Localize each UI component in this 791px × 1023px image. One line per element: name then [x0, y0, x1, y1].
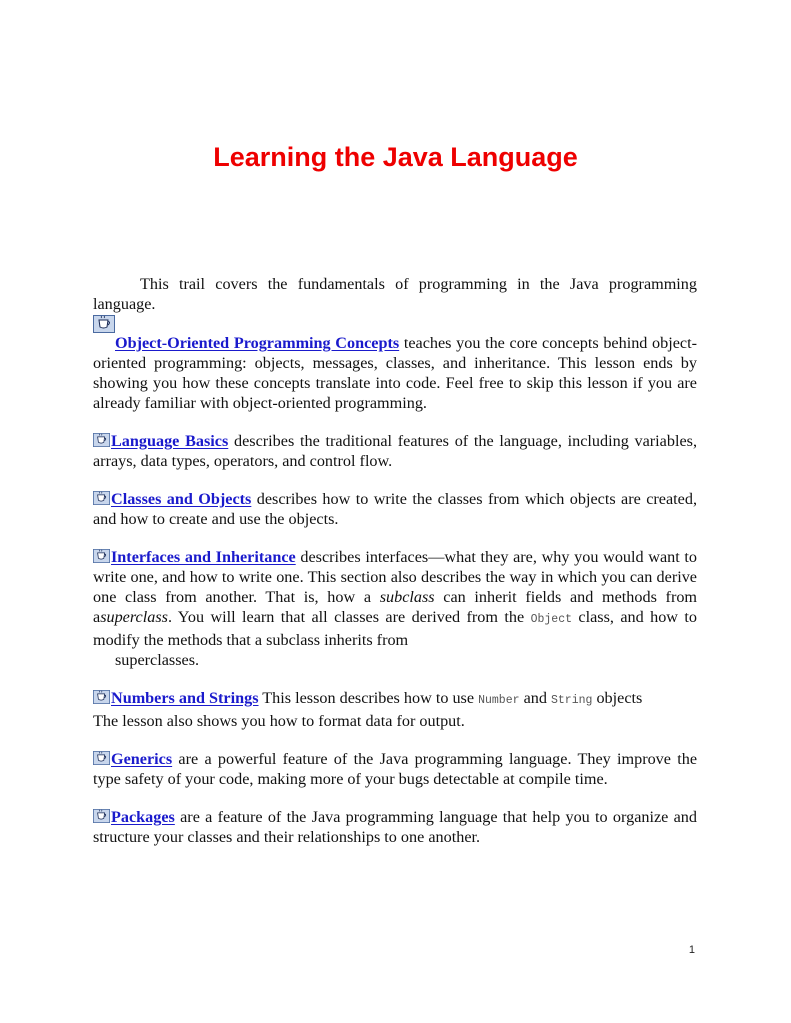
section-packages: Packages are a feature of the Java programming language that help you to organize and structure your classes and their relationships to one another.: [93, 808, 697, 846]
section-generics: Generics are a powerful feature of the Java programming language. They improve the type safety of your code, making more of your bugs detectable at compile time.: [93, 750, 698, 788]
section-interfaces-inheritance: Interfaces and Inheritance describes interfaces—what they are, why you would want to write one, and how to write one. This section also describes the way in which you can derive one class from another. That is, how a subclass can inherit fields and methods from asuperclass. You will learn that all classes are derived from the Object class, and how to modify the methods that a subclass inherits from superclasses.: [93, 548, 698, 669]
page-title: Learning the Java Language: [213, 142, 578, 172]
link-packages[interactable]: Packages: [111, 808, 175, 826]
link-generics[interactable]: Generics: [111, 750, 173, 768]
section-language-basics: Language Basics describes the traditional features of the language, including variables, arrays, data types, operators, and control flow.: [93, 432, 697, 470]
code-number: Number: [478, 694, 520, 707]
document-body: [93, 274, 697, 847]
link-classes-and-objects[interactable]: Classes and Objects: [111, 490, 252, 508]
code-string: String: [550, 694, 593, 707]
link-interfaces-and-inheritance[interactable]: Interfaces and Inheritance: [111, 548, 296, 566]
section-classes-objects: Classes and Objects describes how to write the classes from which objects are created, and how to create and use the objects.: [93, 490, 698, 528]
coffee-cup-icon: [93, 549, 110, 563]
section-oop: [93, 315, 697, 413]
coffee-cup-icon: [93, 809, 110, 823]
link-language-basics[interactable]: Language Basics: [111, 432, 229, 450]
section-numbers-strings: Numbers and Strings This lesson describes how to use Number and String objects The lesson also shows you how to format data for output.: [93, 689, 643, 730]
coffee-cup-icon: [93, 491, 110, 505]
intro-paragraph: This trail covers the fundamentals of programming in the Java programming language.: [93, 275, 697, 313]
coffee-cup-icon: [93, 433, 110, 447]
coffee-cup-icon: [93, 690, 110, 704]
code-object: Object: [530, 613, 573, 626]
coffee-cup-icon: [93, 751, 110, 765]
section-oop-paragraph: Object-Oriented Programming Concepts teaches you the core concepts behind object-oriented programming: objects, messages, classes, and inheritance. This lesson ends by showing you how these concepts translate into code. Feel free to skip this lesson if you are already familiar with object-oriented programming.: [93, 334, 697, 412]
link-object-oriented-programming-concepts[interactable]: Object-Oriented Programming Concepts: [115, 334, 400, 352]
link-numbers-and-strings[interactable]: Numbers and Strings: [111, 689, 259, 707]
coffee-cup-icon: [93, 315, 115, 333]
page-number: 1: [688, 944, 695, 956]
